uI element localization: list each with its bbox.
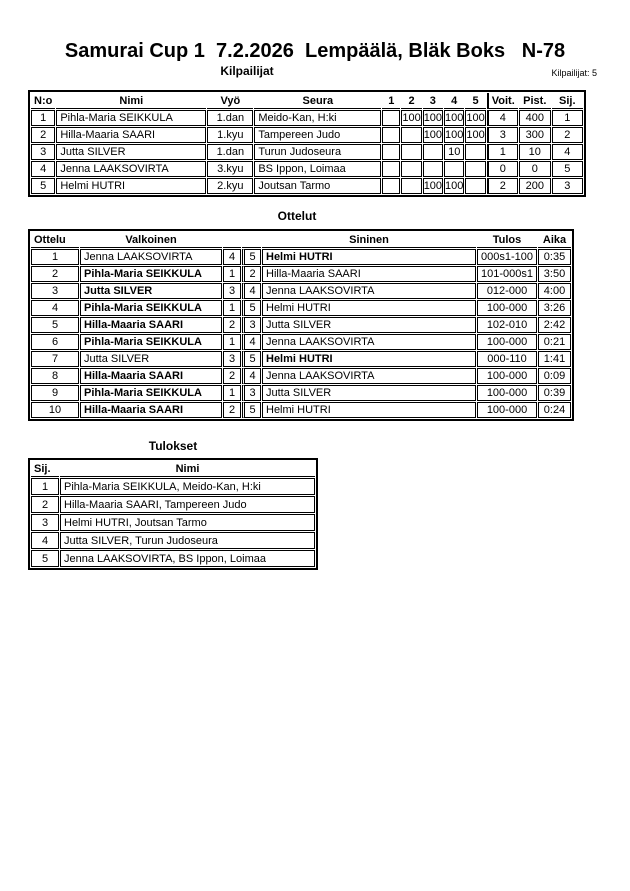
- white-competitor-no: 2: [223, 402, 241, 418]
- match-time: 3:26: [538, 300, 571, 316]
- blue-competitor: Jutta SILVER: [262, 317, 476, 333]
- white-competitor: Pihla-Maria SEIKKULA: [80, 266, 222, 282]
- col-header-match: Ottelu: [31, 232, 79, 248]
- match-result: 100-000: [477, 402, 537, 418]
- match-result: 012-000: [477, 283, 537, 299]
- match-no: 3: [31, 283, 79, 299]
- result-name: Pihla-Maria SEIKKULA, Meido-Kan, H:ki: [60, 478, 315, 495]
- score-vs-2: [401, 161, 421, 177]
- white-competitor-no: 1: [223, 334, 241, 350]
- table-row: [31, 478, 315, 495]
- match-no: 8: [31, 368, 79, 384]
- blue-competitor: Jenna LAAKSOVIRTA: [262, 368, 476, 384]
- white-competitor: Hilla-Maaria SAARI: [80, 402, 222, 418]
- score-vs-4: 100: [445, 129, 464, 141]
- table-row: [31, 266, 571, 282]
- result-place: 5: [31, 550, 59, 567]
- col-header-score-2: 2: [401, 93, 421, 109]
- blue-competitor-no: 5: [242, 249, 261, 265]
- blue-competitor: Helmi HUTRI: [262, 249, 476, 265]
- blue-competitor-no: 5: [242, 300, 261, 316]
- score-vs-3: 100: [423, 129, 443, 141]
- results-section-title: Tulokset: [148, 439, 198, 453]
- match-result: 100-000: [477, 300, 537, 316]
- white-competitor-no: 1: [223, 266, 241, 282]
- competitor-no: 3: [31, 144, 55, 160]
- match-time: 0:21: [538, 334, 571, 350]
- competitor-no: 4: [31, 161, 55, 177]
- white-competitor: Pihla-Maria SEIKKULA: [80, 300, 222, 316]
- competitor-name: Jutta SILVER: [56, 144, 206, 160]
- competitor-belt: 1.dan: [207, 144, 253, 160]
- table-row: [31, 127, 583, 143]
- blue-competitor-no: 4: [242, 283, 261, 299]
- score-vs-4: 100: [445, 112, 464, 124]
- score-vs-3: 100: [423, 180, 443, 192]
- score-vs-4: 10: [444, 144, 464, 160]
- blue-competitor-no: 4: [242, 334, 261, 350]
- match-time: 0:35: [538, 249, 571, 265]
- score-vs-5: [465, 161, 485, 177]
- match-time: 0:09: [538, 368, 571, 384]
- match-no: 1: [31, 249, 79, 265]
- col-header-score-3: 3: [423, 93, 443, 109]
- result-place: 2: [31, 496, 59, 513]
- white-competitor: Hilla-Maaria SAARI: [80, 317, 222, 333]
- col-header-white: Valkoinen: [80, 232, 222, 248]
- col-header-score-5: 5: [465, 93, 485, 109]
- competitor-wins: 2: [487, 178, 518, 194]
- white-competitor-no: 4: [223, 249, 241, 265]
- result-name: Jutta SILVER, Turun Judoseura: [60, 532, 315, 549]
- white-competitor: Pihla-Maria SEIKKULA: [80, 334, 222, 350]
- col-header-wins: Voit.: [487, 93, 518, 109]
- competitor-points: 400: [519, 110, 551, 126]
- result-place: 1: [31, 478, 59, 495]
- competitor-place: 5: [552, 161, 583, 177]
- score-vs-1: [382, 110, 400, 126]
- table-row: [31, 110, 583, 126]
- match-no: 6: [31, 334, 79, 350]
- table-row: [31, 249, 571, 265]
- competitor-place: 3: [552, 178, 583, 194]
- col-header-place: Sij.: [552, 93, 583, 109]
- score-vs-2: [401, 178, 421, 194]
- match-no: 2: [31, 266, 79, 282]
- score-vs-2: [401, 127, 421, 143]
- score-vs-5: 100: [466, 129, 485, 141]
- score-vs-4: 100: [445, 180, 464, 192]
- match-result: 000s1-100: [477, 249, 537, 265]
- col-header-blue: Sininen: [262, 232, 476, 248]
- competitor-points: 0: [519, 161, 551, 177]
- score-vs-4: [444, 161, 464, 177]
- competitor-name: Pihla-Maria SEIKKULA: [56, 110, 206, 126]
- blue-competitor-no: 3: [242, 385, 261, 401]
- competitor-belt: 3.kyu: [207, 161, 253, 177]
- blue-competitor: Jutta SILVER: [262, 385, 476, 401]
- results-table: [28, 458, 318, 570]
- table-row: [31, 402, 571, 418]
- blue-competitor: Helmi HUTRI: [262, 351, 476, 367]
- competitor-points: 200: [519, 178, 551, 194]
- match-no: 9: [31, 385, 79, 401]
- match-result: 100-000: [477, 368, 537, 384]
- white-competitor: Jenna LAAKSOVIRTA: [80, 249, 222, 265]
- table-row: [31, 351, 571, 367]
- table-row: [31, 334, 571, 350]
- competitor-club: BS Ippon, Loimaa: [254, 161, 381, 177]
- col-header-score-1: 1: [382, 93, 400, 109]
- match-result: 000-110: [477, 351, 537, 367]
- score-vs-5: [465, 178, 485, 194]
- score-vs-5: 100: [466, 112, 485, 124]
- score-vs-2: [401, 144, 421, 160]
- blue-competitor: Hilla-Maaria SAARI: [262, 266, 476, 282]
- competitor-place: 2: [552, 127, 583, 143]
- table-row: [31, 317, 571, 333]
- page-title: Samurai Cup 1 7.2.2026 Lempäälä, Bläk Boks N-78: [64, 40, 566, 62]
- match-time: 0:24: [538, 402, 571, 418]
- match-time: 0:39: [538, 385, 571, 401]
- table-row: [31, 161, 583, 177]
- match-time: 4:00: [538, 283, 571, 299]
- table-row: [31, 368, 571, 384]
- col-header-time: Aika: [538, 232, 571, 248]
- match-no: 5: [31, 317, 79, 333]
- score-vs-3: [423, 161, 443, 177]
- score-vs-5: [465, 144, 485, 160]
- competitor-points: 300: [519, 127, 551, 143]
- white-competitor-no: 1: [223, 385, 241, 401]
- white-competitor: Hilla-Maaria SAARI: [80, 368, 222, 384]
- competitor-belt: 1.dan: [207, 110, 253, 126]
- col-header-belt: Vyö: [207, 93, 253, 109]
- competitor-place: 4: [552, 144, 583, 160]
- match-time: 3:50: [538, 266, 571, 282]
- blue-competitor: Helmi HUTRI: [262, 300, 476, 316]
- result-name: Hilla-Maaria SAARI, Tampereen Judo: [60, 496, 315, 513]
- table-row: [31, 532, 315, 549]
- result-name: Helmi HUTRI, Joutsan Tarmo: [60, 514, 315, 531]
- match-time: 1:41: [538, 351, 571, 367]
- competitor-wins: 4: [487, 110, 518, 126]
- match-result: 101-000s1: [477, 266, 537, 282]
- match-time: 2:42: [538, 317, 571, 333]
- blue-competitor-no: 3: [242, 317, 261, 333]
- white-competitor-no: 1: [223, 300, 241, 316]
- col-header-score-4: 4: [444, 93, 464, 109]
- blue-competitor: Jenna LAAKSOVIRTA: [262, 334, 476, 350]
- competitors-section-title: Kilpailijat: [220, 64, 274, 78]
- score-vs-2: 100: [402, 112, 421, 124]
- table-row: [31, 300, 571, 316]
- competitor-belt: 1.kyu: [207, 127, 253, 143]
- results-header-row: [31, 461, 315, 477]
- competitor-no: 1: [31, 110, 55, 126]
- score-vs-3: [423, 144, 443, 160]
- table-row: [31, 550, 315, 567]
- competitor-club: Joutsan Tarmo: [254, 178, 381, 194]
- blue-competitor: Helmi HUTRI: [262, 402, 476, 418]
- result-place: 4: [31, 532, 59, 549]
- table-row: [31, 514, 315, 531]
- competitors-count: Kilpailijat: 5: [551, 68, 597, 78]
- competitor-wins: 1: [487, 144, 518, 160]
- competitor-place: 1: [552, 110, 583, 126]
- blue-competitor-no: 4: [242, 368, 261, 384]
- match-result: 100-000: [477, 385, 537, 401]
- competitor-name: Helmi HUTRI: [56, 178, 206, 194]
- blue-competitor-no: 5: [242, 402, 261, 418]
- competitor-no: 5: [31, 178, 55, 194]
- col-header-no: N:o: [31, 93, 55, 109]
- matches-table: [28, 229, 574, 421]
- score-vs-1: [382, 178, 400, 194]
- match-no: 10: [31, 402, 79, 418]
- col-header-white-no: [223, 232, 241, 248]
- result-name: Jenna LAAKSOVIRTA, BS Ippon, Loimaa: [60, 550, 315, 567]
- white-competitor: Jutta SILVER: [80, 351, 222, 367]
- blue-competitor-no: 5: [242, 351, 261, 367]
- competitor-name: Jenna LAAKSOVIRTA: [56, 161, 206, 177]
- score-vs-1: [382, 127, 400, 143]
- table-row: [31, 178, 583, 194]
- col-header-place: Sij.: [31, 461, 59, 477]
- competitor-points: 10: [519, 144, 551, 160]
- match-no: 4: [31, 300, 79, 316]
- white-competitor-no: 3: [223, 283, 241, 299]
- competitor-wins: 3: [487, 127, 518, 143]
- competitor-no: 2: [31, 127, 55, 143]
- competitors-table: [28, 90, 586, 197]
- competitor-club: Tampereen Judo: [254, 127, 381, 143]
- match-no: 7: [31, 351, 79, 367]
- score-vs-1: [382, 144, 400, 160]
- col-header-blue-no: [242, 232, 261, 248]
- competitor-wins: 0: [487, 161, 518, 177]
- table-row: [31, 496, 315, 513]
- table-row: [31, 283, 571, 299]
- white-competitor: Jutta SILVER: [80, 283, 222, 299]
- white-competitor: Pihla-Maria SEIKKULA: [80, 385, 222, 401]
- score-vs-3: 100: [423, 112, 443, 124]
- white-competitor-no: 3: [223, 351, 241, 367]
- competitor-belt: 2.kyu: [207, 178, 253, 194]
- table-row: [31, 144, 583, 160]
- competitor-name: Hilla-Maaria SAARI: [56, 127, 206, 143]
- competitor-club: Meido-Kan, H:ki: [254, 110, 381, 126]
- matches-section-title: Ottelut: [277, 209, 317, 223]
- match-result: 102-010: [477, 317, 537, 333]
- competitor-club: Turun Judoseura: [254, 144, 381, 160]
- col-header-name: Nimi: [56, 93, 206, 109]
- match-result: 100-000: [477, 334, 537, 350]
- col-header-club: Seura: [254, 93, 381, 109]
- matches-header-row: [31, 232, 571, 248]
- score-vs-1: [382, 161, 400, 177]
- table-row: [31, 385, 571, 401]
- result-place: 3: [31, 514, 59, 531]
- col-header-result: Tulos: [477, 232, 537, 248]
- white-competitor-no: 2: [223, 368, 241, 384]
- blue-competitor-no: 2: [242, 266, 261, 282]
- col-header-points: Pist.: [519, 93, 551, 109]
- col-header-name: Nimi: [60, 461, 315, 477]
- blue-competitor: Jenna LAAKSOVIRTA: [262, 283, 476, 299]
- competitors-header-row: [31, 93, 583, 109]
- white-competitor-no: 2: [223, 317, 241, 333]
